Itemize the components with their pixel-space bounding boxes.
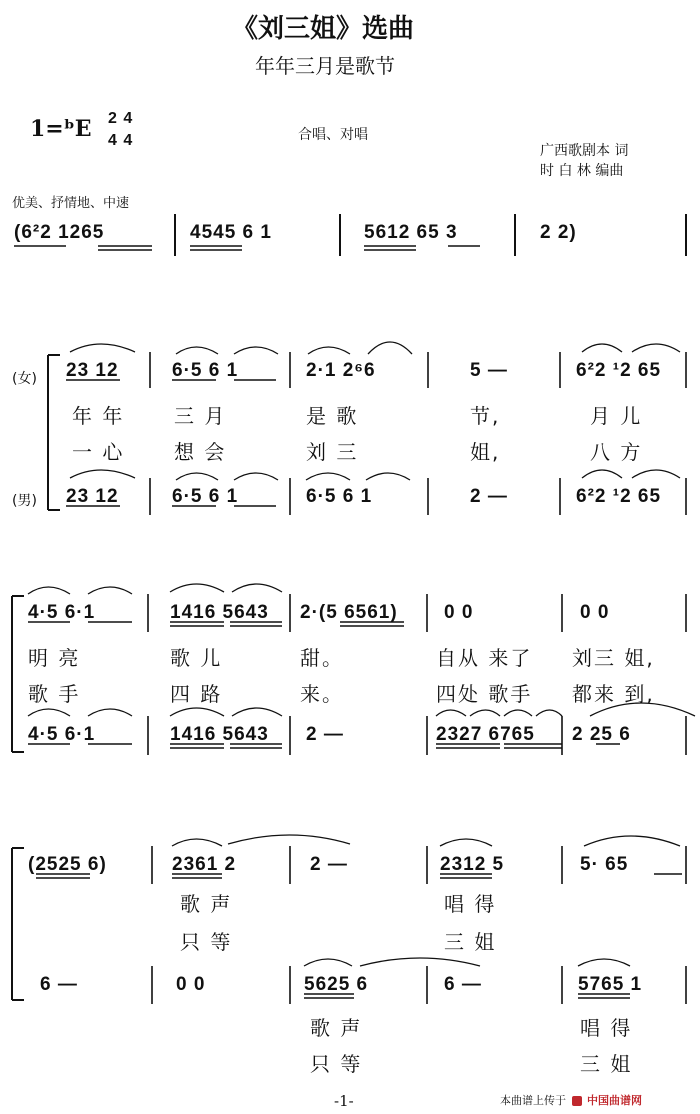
lyricist-credit: 广西歌剧本 词 xyxy=(540,143,629,159)
s2-lyric1-e: 刘三 姐, xyxy=(572,646,655,670)
s3-male-m4: 6 — xyxy=(444,974,482,995)
s3-male-m1: 6 — xyxy=(40,974,78,995)
composer-credit: 时 白 林 编曲 xyxy=(540,163,624,179)
s3-male-m2: 0 0 xyxy=(176,974,206,995)
s2-female-m5: 0 0 xyxy=(580,602,610,623)
system2-bracket xyxy=(12,596,24,752)
s1-female-m2: 6·5 6 1 xyxy=(172,360,239,381)
s2-lyric2-b: 四 路 xyxy=(170,682,223,706)
s1-lyric1-d: 节, xyxy=(470,404,501,428)
s1-lyric2-c: 刘 三 xyxy=(306,440,359,464)
site-name: 中国曲谱网 xyxy=(587,1094,642,1107)
meter-bottom: 4 4 xyxy=(108,132,134,149)
s3-female-lyric2-a: 只 等 xyxy=(180,930,233,954)
performance-type: 合唱、对唱 xyxy=(298,127,368,143)
s3-female-m5: 5· 65 xyxy=(580,854,629,875)
s3-female-m4: 2312 5 xyxy=(440,854,505,875)
s3-male-lyric1-b: 唱 得 xyxy=(580,1016,633,1040)
intro-measure-2: 4545 6 1 xyxy=(190,222,272,243)
s1-male-m2: 6·5 6 1 xyxy=(172,486,239,507)
s1-lyric1-a: 年 年 xyxy=(72,404,125,428)
page-number: -1- xyxy=(334,1092,354,1110)
s3-male-m3: 5625 6 xyxy=(304,974,369,995)
s2-male-m3: 2 — xyxy=(306,724,344,745)
upload-credit xyxy=(500,1092,642,1108)
s3-male-lyric1-a: 歌 声 xyxy=(310,1016,363,1040)
s2-female-m3: 2·(5 6561) xyxy=(300,602,398,623)
s3-male-lyric2-b: 三 姐 xyxy=(580,1052,633,1076)
male-part-label: (男) xyxy=(12,493,37,509)
s1-female-m4: 5 — xyxy=(470,360,508,381)
s1-female-m1: 23 12 xyxy=(66,360,119,381)
intro-measure-4: 2 2) xyxy=(540,222,577,243)
intro-measure-3: 5612 65 3 xyxy=(364,222,458,243)
s2-male-m2: 1416 5643 xyxy=(170,724,269,745)
s1-lyric1-b: 三 月 xyxy=(174,404,227,428)
s2-male-m5: 2 25 6 xyxy=(572,724,631,745)
s1-male-m3: 6·5 6 1 xyxy=(306,486,373,507)
s2-lyric1-d: 自从 来了 xyxy=(436,646,533,670)
s1-lyric1-e: 月 儿 xyxy=(590,404,643,428)
s2-female-m4: 0 0 xyxy=(444,602,474,623)
s1-female-m5: 6²2 ¹2 65 xyxy=(576,360,662,381)
s1-male-m1: 23 12 xyxy=(66,486,119,507)
s2-lyric1-a: 明 亮 xyxy=(28,646,81,670)
s1-female-m3: 2·1 2⁶6 xyxy=(306,360,376,381)
s3-female-lyric1-b: 唱 得 xyxy=(444,892,497,916)
s2-lyric2-c: 来。 xyxy=(300,682,344,706)
s2-lyric1-b: 歌 儿 xyxy=(170,646,223,670)
s2-male-m4: 2327 6765 xyxy=(436,724,535,745)
s3-female-lyric1-a: 歌 声 xyxy=(180,892,233,916)
s1-lyric2-e: 八 方 xyxy=(590,440,643,464)
intro-measure-1: (6²2 1265 xyxy=(14,222,105,243)
s2-female-m1: 4·5 6·1 xyxy=(28,602,96,623)
s2-lyric2-d: 四处 歌手 xyxy=(436,682,533,706)
s1-lyric2-b: 想 会 xyxy=(174,440,227,464)
s3-female-m2: 2361 2 xyxy=(172,854,237,875)
s2-female-m2: 1416 5643 xyxy=(170,602,269,623)
tempo-marking: 优美、抒情地、中速 xyxy=(12,196,130,211)
s2-lyric2-e: 都来 到, xyxy=(572,682,655,706)
female-part-label: (女) xyxy=(12,371,37,387)
upload-note: 本曲谱上传于 xyxy=(500,1094,566,1107)
s3-female-lyric2-b: 三 姐 xyxy=(444,930,497,954)
key-signature: 1=ᵇE xyxy=(30,116,92,142)
s3-female-m1: (2525 6) xyxy=(28,854,107,875)
system3-bracket xyxy=(12,848,24,1000)
s1-lyric2-a: 一 心 xyxy=(72,440,125,464)
meter-top: 2 4 xyxy=(108,110,134,127)
s2-lyric2-a: 歌 手 xyxy=(28,682,81,706)
s3-male-lyric2-a: 只 等 xyxy=(310,1052,363,1076)
song-subtitle: 年年三月是歌节 xyxy=(255,54,395,78)
s3-male-m5: 5765 1 xyxy=(578,974,643,995)
s1-lyric2-d: 姐, xyxy=(470,440,501,464)
s2-lyric1-c: 甜。 xyxy=(300,646,344,670)
s1-male-m5: 6²2 ¹2 65 xyxy=(576,486,662,507)
s1-male-m4: 2 — xyxy=(470,486,508,507)
s2-male-m1: 4·5 6·1 xyxy=(28,724,96,745)
song-title: 《刘三姐》选曲 xyxy=(232,14,415,44)
system1-bracket xyxy=(48,355,60,510)
site-logo-icon xyxy=(572,1096,582,1106)
s3-female-m3: 2 — xyxy=(310,854,348,875)
s1-lyric1-c: 是 歌 xyxy=(306,404,359,428)
